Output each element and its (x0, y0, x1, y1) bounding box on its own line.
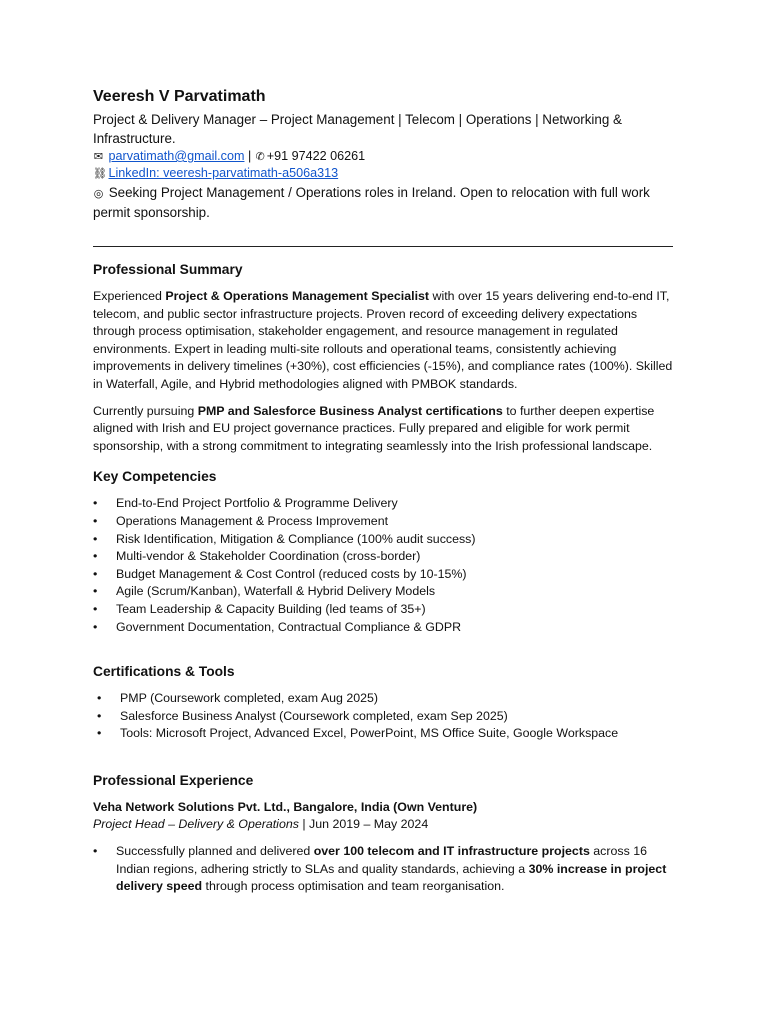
exp-bullet-text: through process optimisation and team reorganisation. (202, 879, 505, 894)
competencies-list (93, 495, 673, 636)
role-separator: | (298, 817, 310, 832)
contact-line (93, 148, 673, 165)
competencies-heading: Key Competencies (93, 469, 217, 485)
certifications-list (93, 690, 673, 743)
summary-paragraph-1 (93, 288, 673, 394)
exp-bullet-text: Successfully planned and delivered (116, 844, 314, 859)
competency-item-text: Operations Management & Process Improvement (116, 513, 389, 528)
bullet-dot: • (93, 566, 98, 581)
summary-heading: Professional Summary (93, 262, 243, 277)
competency-item-text: Team Leadership & Capacity Building (led teams of 35+) (116, 601, 426, 616)
header-divider (93, 246, 673, 247)
competency-item (93, 601, 673, 619)
role-title: Project Head – Delivery & Operations (93, 817, 299, 832)
competency-item-text: Risk Identification, Mitigation & Compliance (100% audit success) (116, 531, 476, 546)
exp-bullet-bold: 30% increase in project delivery speed (116, 861, 667, 894)
bullet-dot: • (97, 726, 102, 741)
summary-p1-bold: Project & Operations Management Specialist (165, 289, 430, 303)
certification-item (93, 690, 673, 708)
summary-paragraph-2 (93, 403, 673, 456)
competency-item-text: End-to-End Project Portfolio & Programme Delivery (116, 496, 398, 511)
experience-heading: Professional Experience (93, 772, 254, 788)
seeking-text: Seeking Project Management / Operations roles in Ireland. Open to relocation with full work permit sponsorship. (93, 185, 650, 220)
competency-item (93, 583, 673, 601)
role-line (93, 816, 673, 834)
summary-p1-post: with over 15 years delivering end-to-end IT, telecom, and public sector infrastructure projects. Proven record of exceeding delivery expectations through process optimisation, stakeholder engagement, and resource management in regulated environments. Expert in leading multi-site rollouts and operational teams, consistently achieving improvements in delivery timelines (+30%), cost efficiencies (-15%), and compliance rates (100%). Skilled in Waterfall, Agile, and Hybrid methodologies aligned with PMBOK standards. (93, 289, 673, 391)
exp-bullet-text: across 16 Indian regions, adhering strictly to SLAs and quality standards, achieving a (116, 844, 648, 876)
linkedin-line (93, 165, 673, 182)
experience-bullets (93, 843, 673, 896)
competency-item-text: Government Documentation, Contractual Compliance & GDPR (116, 619, 462, 634)
summary-p2-pre: Currently pursuing (93, 403, 198, 418)
certifications-heading: Certifications & Tools (93, 664, 235, 680)
competency-item (93, 619, 673, 637)
phone-number: +91 97422 06261 (266, 149, 366, 163)
bullet-dot: • (93, 844, 98, 859)
bullet-dot: • (93, 549, 98, 564)
certification-item-text: Salesforce Business Analyst (Coursework completed, exam Sep 2025) (120, 708, 508, 723)
certification-item-text: PMP (Coursework completed, exam Aug 2025) (120, 691, 379, 706)
resume-content (93, 86, 673, 896)
summary-p2-post: to further deepen expertise aligned with Irish and EU project governance practices. Fully prepared and eligible for work permit sponsorship, with a strong commitment to integrating seamlessly into the Irish professional landscape. (93, 403, 655, 453)
competency-item (93, 548, 673, 566)
competency-item-text: Agile (Scrum/Kanban), Waterfall & Hybrid Delivery Models (116, 584, 436, 599)
bullet-dot: • (97, 708, 102, 723)
target-icon: ◎ (93, 187, 104, 200)
bullet-dot: • (93, 496, 98, 511)
role-dates: Jun 2019 – May 2024 (309, 817, 429, 832)
certification-item-text: Tools: Microsoft Project, Advanced Excel, PowerPoint, MS Office Suite, Google Workspace (120, 726, 619, 741)
seeking-statement (93, 183, 673, 222)
summary-p2-bold: PMP and Salesforce Business Analyst certifications (197, 403, 503, 418)
competency-item-text: Budget Management & Cost Control (reduced costs by 10-15%) (116, 566, 467, 581)
exp-bullet-bold: over 100 telecom and IT infrastructure projects (313, 844, 590, 859)
competency-item (93, 513, 673, 531)
bullet-dot: • (93, 513, 98, 528)
envelope-icon: ✉ (93, 150, 104, 163)
certification-item (93, 725, 673, 743)
bullet-dot: • (97, 691, 102, 706)
competency-item-text: Multi-vendor & Stakeholder Coordination (cross-border) (116, 549, 421, 564)
company-name: Veha Network Solutions Pvt. Ltd., Bangalore, India (Own Venture) (93, 799, 478, 814)
linkedin-link[interactable]: LinkedIn: veeresh-parvatimath-a506a313 (108, 166, 339, 180)
candidate-tagline: Project & Delivery Manager – Project Management | Telecom | Operations | Networking & Infrastructure. (93, 112, 622, 146)
contact-separator: | (244, 149, 255, 163)
link-icon: ⛓ (93, 167, 107, 180)
bullet-dot: • (93, 619, 98, 634)
experience-bullet (93, 843, 673, 896)
competency-item (93, 531, 673, 549)
bullet-dot: • (93, 584, 98, 599)
email-link[interactable]: parvatimath@gmail.com (108, 149, 245, 163)
summary-p1-pre: Experienced (93, 289, 166, 303)
bullet-dot: • (93, 531, 98, 546)
certification-item (93, 708, 673, 726)
bullet-dot: • (93, 601, 98, 616)
competency-item (93, 495, 673, 513)
phone-icon: ✆ (255, 150, 265, 163)
candidate-name: Veeresh V Parvatimath (93, 88, 266, 105)
competency-item (93, 566, 673, 584)
